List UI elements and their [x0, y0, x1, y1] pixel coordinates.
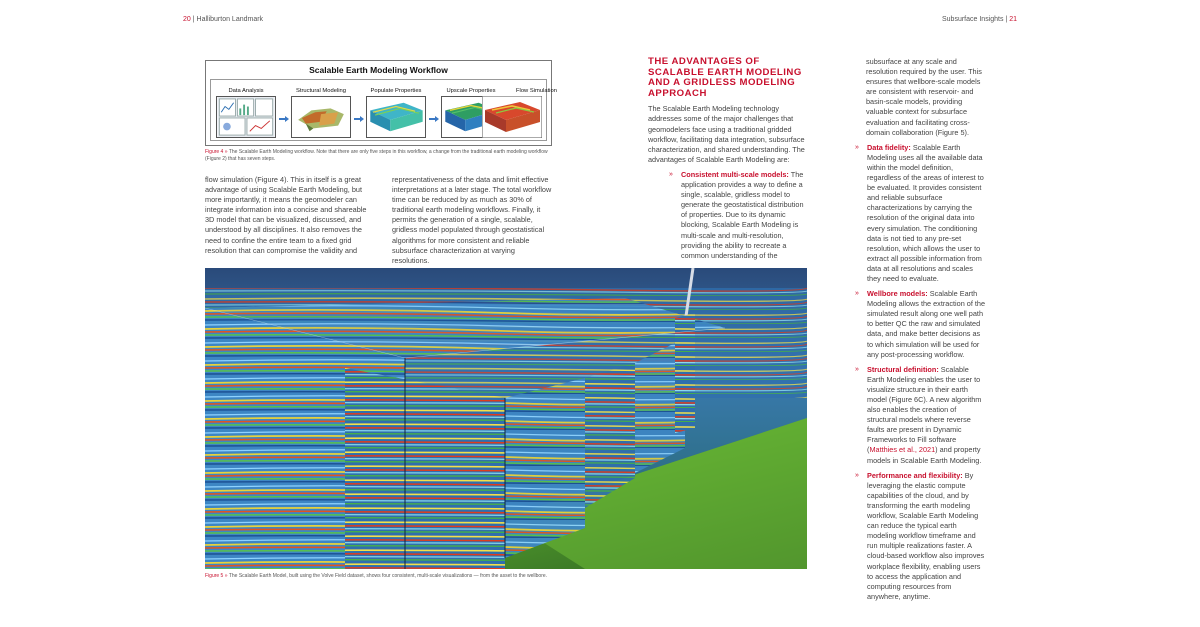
- bullet-text: The application provides a way to define a single, scalable, gridless model to generate the geostatistical distribution of properties. Due to its dynamic blocking, Scalable Earth Modeling is multi-scale and multi-resolution, providing the ability to recreate a common understanding of the: [681, 169, 804, 260]
- workflow-step-label: Upscale Properties: [446, 88, 496, 94]
- arrow-right-icon: [354, 116, 364, 122]
- bullet-title: Structural definition:: [867, 364, 939, 374]
- body-column-1: [205, 175, 373, 256]
- bullet-title: Consistent multi-scale models:: [681, 169, 789, 179]
- bullet-marker: »: [855, 143, 859, 151]
- workflow-step-flow-simulation: [516, 88, 557, 94]
- flow-simulation-thumbnail: [482, 96, 542, 138]
- bullet-marker: »: [855, 471, 859, 479]
- data-analysis-thumbnail: [216, 96, 276, 138]
- publication-title-left: | Halliburton Landmark: [192, 16, 264, 23]
- body-column-3: [648, 57, 806, 261]
- figure5-caption: [205, 573, 805, 580]
- workflow-step-label: Flow Simulation: [516, 88, 557, 94]
- figure5-caption-text: The Scalable Earth Model, built using the Volve Field dataset, shows four consistent, multi-scale visualizations — from the asset to the wellbore.: [228, 573, 548, 579]
- body-column-2: [392, 175, 554, 266]
- bullet-consistent-multi-scale: [648, 170, 806, 261]
- bullet-wellbore-models: [855, 289, 987, 360]
- publication-title-right: Subsurface Insights |: [942, 16, 1008, 23]
- body-paragraph: representativeness of the data and limit effective interpretations at a later stage. The total workflow time can be reduced by as much as 30% of traditional earth modeling workflows. Finally, it permits the generation of a single, scalable, gridless model populated through geostatistical algorithms for more consistent and reliable subsurface characterization at varying resolutions.: [392, 175, 552, 265]
- figure4-caption-label: Figure 4 »: [205, 149, 228, 155]
- bullet-title: Performance and flexibility:: [867, 470, 963, 480]
- bullet-marker: »: [669, 170, 673, 178]
- continued-paragraph: subsurface at any scale and resolution required by the user. This ensures that wellbore-scale models are consistent with reservoir- and basin-scale models, providing valuable context for subsurface evaluation and facilitating cross-domain collaboration (Figure 5).: [866, 57, 982, 137]
- intro-paragraph: The Scalable Earth Modeling technology addresses some of the major challenges that geomodelers face using a traditional gridded workflow, facilitating data integration, subsurface characterization, and shared understanding. The advantages of Scalable Earth Modeling are:: [648, 104, 805, 164]
- arrow-right-icon: [279, 116, 289, 122]
- bullet-performance-flexibility: [855, 471, 987, 602]
- section-heading: THE ADVANTAGES OF SCALABLE EARTH MODELING AND A GRIDLESS MODELING APPROACH: [648, 56, 802, 99]
- populate-properties-thumbnail: [366, 96, 426, 138]
- workflow-step-label: Structural Modeling: [296, 88, 346, 94]
- bullet-text: Scalable Earth Modeling uses all the available data within the model definition, regardless of the areas of interest to be evaluated. It provides consistent and reliable subsurface characterizations by carrying the resolution of the original data into every simulation. The conditioning data is not tied to any pre-set resolution, which allows the user to extract all possible information from data at all resolutions and scales they need to evaluate.: [867, 142, 984, 283]
- bullet-title: Wellbore models:: [867, 289, 928, 299]
- arrow-right-icon: [429, 116, 439, 122]
- structural-modeling-thumbnail: [291, 96, 351, 138]
- bullet-text: By leveraging the elastic compute capabilities of the cloud, and by transforming the earth modeling workflow, Scalable Earth Modeling can reduce the typical earth modeling workflow timeframe and run multiple realizations faster. A cloud-based workflow also improves workplace flexibility, enabling users to access the application and computing resources from anywhere, anytime.: [867, 470, 985, 601]
- bullet-title: Data fidelity:: [867, 142, 911, 152]
- bullet-text: ) and property models in Scalable Earth Modeling.: [867, 445, 982, 465]
- workflow-step-structural-modeling: [291, 88, 351, 143]
- body-paragraph: flow simulation (Figure 4). This in itself is a great advantage of using Scalable Earth Modeling, but more importantly, it means the geomodeler can integrate information into a concise and shareable 3D model that can be visualized, discussed, and understood by all disciplines. It also removes the need to confine the entire team to a fixed grid resolution that can compromise the validity and: [205, 175, 367, 255]
- bullet-text: Scalable Earth Modeling enables the user to visualize structure in their earth model (Figure 6C). A new algorithm also enables the creation of structural models where reverse faults are present in Dynamic Frameworks to Fill software (: [867, 364, 982, 455]
- body-column-4: [855, 57, 987, 602]
- bullet-data-fidelity: [855, 143, 987, 284]
- bullet-text: Scalable Earth Modeling allows the extraction of the simulated result along one well path to better QC the raw and simulated data, and make better decisions as to which simulation will be used for any post-processing workflow.: [867, 289, 986, 359]
- workflow-step-data-analysis: [216, 88, 276, 143]
- workflow-step-label: Populate Properties: [370, 88, 422, 94]
- page-header-right: [942, 16, 1017, 23]
- workflow-step-populate-properties: [366, 88, 426, 143]
- workflow-step-label: Data Analysis: [228, 88, 264, 94]
- earth-model-render: [205, 268, 807, 569]
- figure4-caption-text: The Scalable Earth Modeling workflow. Note that there are only five steps in this workflow, a change from the traditional earth modeling workflow (Figure 2) that has seven steps.: [205, 149, 548, 162]
- bullet-marker: »: [855, 365, 859, 373]
- bullet-marker: »: [855, 290, 859, 298]
- page-header-left: [183, 16, 263, 23]
- figure4-caption: [205, 149, 555, 162]
- page-number-right: 21: [1009, 16, 1017, 23]
- workflow-title: Scalable Earth Modeling Workflow: [309, 65, 448, 75]
- bullet-structural-definition: [855, 365, 987, 466]
- figure5-caption-label: Figure 5 »: [205, 573, 228, 579]
- page-number-left: 20: [183, 16, 191, 23]
- citation-link[interactable]: Matthies et al., 2021: [869, 445, 936, 455]
